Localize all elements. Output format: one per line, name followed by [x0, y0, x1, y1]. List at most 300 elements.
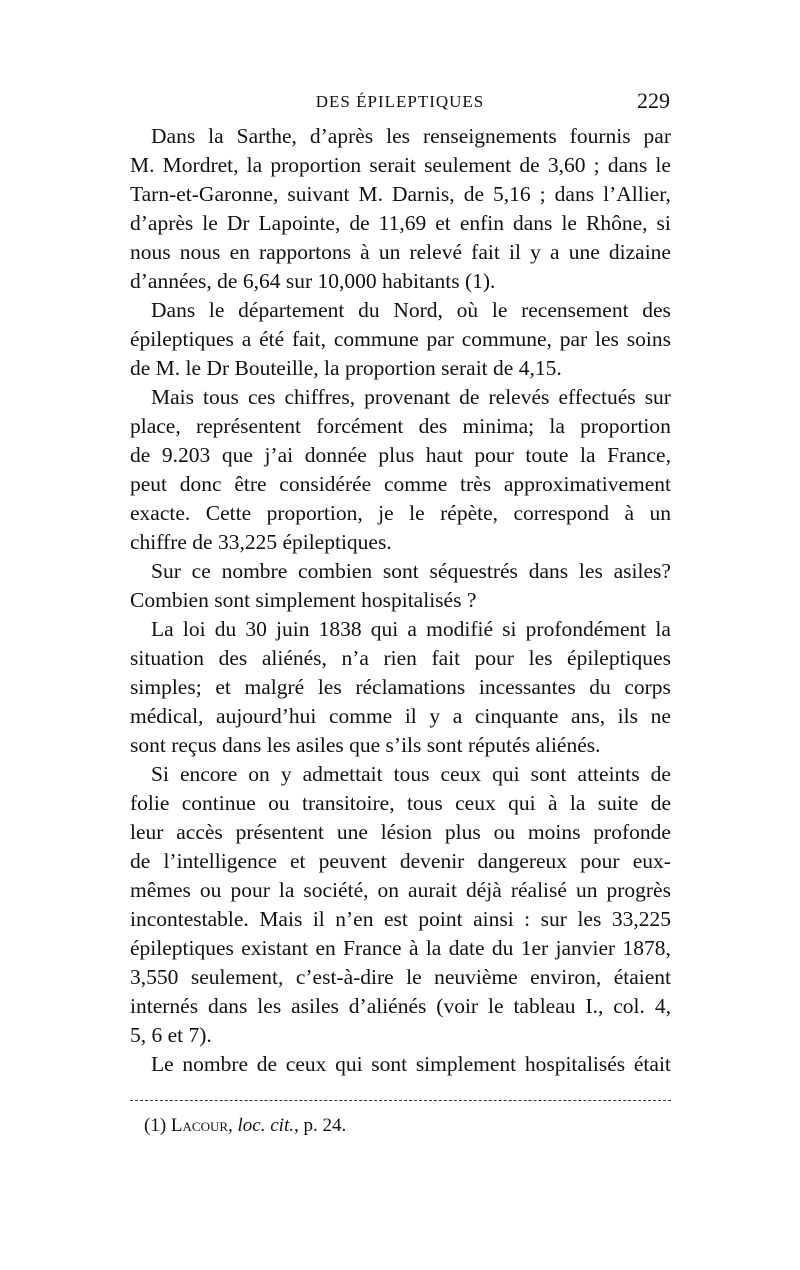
- word: il: [508, 240, 521, 264]
- word: été: [259, 327, 285, 351]
- word: La: [151, 617, 174, 641]
- text-line: [130, 673, 671, 702]
- word: transitoire,: [302, 791, 395, 815]
- running-head: [130, 88, 670, 118]
- word: a: [407, 617, 417, 641]
- word: et: [215, 675, 231, 699]
- word: y: [530, 240, 541, 264]
- word: 1878,: [622, 936, 671, 960]
- word: M.: [130, 153, 155, 177]
- word: réalisé: [510, 878, 567, 902]
- word: le: [208, 298, 225, 322]
- word: présentent: [235, 820, 324, 844]
- word: médical,: [130, 704, 204, 728]
- text-line: d’années, de 6,64 sur 10,000 habitants (1).: [130, 269, 496, 293]
- word: proportion: [580, 414, 671, 438]
- word: le: [202, 211, 218, 235]
- text-line: [130, 180, 671, 209]
- word: j’ai: [264, 443, 294, 467]
- text-line: [130, 992, 671, 1021]
- word: simplement: [415, 1052, 517, 1076]
- word: la: [208, 124, 224, 148]
- text-line: 5, 6 et 7).: [130, 1023, 212, 1047]
- word: qui: [335, 1052, 363, 1076]
- word: c’est-à-dire: [295, 965, 394, 989]
- word: Rhône,: [586, 211, 648, 235]
- word: dans: [554, 182, 595, 206]
- text-line: [130, 383, 671, 412]
- word: fournis: [569, 124, 631, 148]
- word: ans,: [571, 704, 606, 728]
- word: un: [649, 501, 671, 525]
- word: si: [656, 211, 671, 235]
- text-line: [130, 702, 671, 731]
- word: Dans: [151, 298, 196, 322]
- text-line: [130, 818, 671, 847]
- text-line: [130, 238, 671, 267]
- word: combien: [298, 559, 373, 583]
- word: date: [448, 936, 485, 960]
- word: par: [559, 327, 588, 351]
- word: Lapointe,: [258, 211, 341, 235]
- word: la: [246, 153, 263, 177]
- word: séquestrés: [429, 559, 518, 583]
- text-line: [130, 1050, 671, 1079]
- word: était: [633, 1052, 671, 1076]
- word: leur: [130, 820, 164, 844]
- text-line: [130, 760, 671, 789]
- footnote-page: p. 24.: [303, 1115, 347, 1136]
- word: des: [642, 298, 671, 322]
- word: chiffres,: [284, 385, 356, 409]
- word: I.,: [585, 994, 604, 1018]
- word: suivant: [287, 182, 350, 206]
- word: tous: [406, 791, 443, 815]
- word: fait: [471, 240, 500, 264]
- word: encore: [179, 762, 238, 786]
- word: il: [404, 704, 417, 728]
- word: rapportons: [259, 240, 351, 264]
- word: à: [547, 791, 558, 815]
- word: épileptiques: [567, 646, 671, 670]
- word: à: [360, 240, 370, 264]
- word: de: [256, 1052, 278, 1076]
- word: effectués: [558, 385, 636, 409]
- word: fait: [431, 646, 461, 670]
- word: plus: [444, 820, 481, 844]
- word: Sarthe,: [236, 124, 297, 148]
- word: (voir: [436, 994, 479, 1018]
- word: société,: [303, 878, 369, 902]
- word: enfin: [459, 211, 504, 235]
- word: le: [488, 994, 504, 1018]
- word: ;: [539, 182, 546, 206]
- word: relevés: [488, 385, 550, 409]
- word: 33,225: [611, 907, 671, 931]
- word: tableau: [513, 994, 576, 1018]
- text-line: chiffre de 33,225 épileptiques.: [130, 530, 392, 554]
- text-line: [130, 412, 671, 441]
- word: France: [343, 936, 402, 960]
- word: janvier: [555, 936, 616, 960]
- word: correspond: [513, 501, 610, 525]
- word: d’après: [309, 124, 374, 148]
- text-line: [130, 209, 671, 238]
- word: 9.203: [161, 443, 211, 467]
- word: plus: [378, 443, 415, 467]
- word: profondément: [525, 617, 647, 641]
- word: il: [312, 907, 325, 931]
- word: point: [418, 907, 463, 931]
- page-number: 229: [637, 88, 670, 113]
- word: juin: [276, 617, 310, 641]
- text-line: [130, 934, 671, 963]
- text-line: [130, 296, 671, 325]
- word: nous: [179, 240, 221, 264]
- word: aujourd’hui: [216, 704, 317, 728]
- word: Dans: [151, 124, 196, 148]
- word: un: [575, 878, 598, 902]
- word: ceux: [440, 762, 482, 786]
- text-line: [130, 876, 671, 905]
- word: soins: [626, 327, 671, 351]
- footnote-marker: (1): [144, 1115, 167, 1136]
- word: suite: [597, 791, 639, 815]
- text-line: [130, 963, 671, 992]
- text-line: [130, 789, 671, 818]
- word: 1838: [318, 617, 362, 641]
- word: le: [655, 153, 671, 177]
- word: à: [624, 501, 635, 525]
- word: du: [214, 617, 237, 641]
- word: les: [578, 559, 603, 583]
- word: ce: [191, 559, 211, 583]
- text-line: [130, 325, 671, 354]
- word: qui: [508, 791, 536, 815]
- word: n’a: [341, 646, 369, 670]
- word: représentent: [195, 414, 302, 438]
- word: sur: [540, 907, 567, 931]
- word: donc: [179, 472, 222, 496]
- word: ;: [593, 153, 600, 177]
- word: minima;: [462, 414, 535, 438]
- word: dans: [528, 559, 569, 583]
- word: qui: [492, 762, 520, 786]
- word: environ,: [530, 965, 602, 989]
- word: du: [491, 936, 514, 960]
- word: hospitalisés: [524, 1052, 626, 1076]
- text-line: [130, 470, 671, 499]
- word: situation: [130, 646, 205, 670]
- word: ou: [493, 820, 516, 844]
- word: en: [315, 936, 336, 960]
- word: les: [577, 907, 602, 931]
- word: Sur: [151, 559, 181, 583]
- word: seulement,: [190, 965, 284, 989]
- word: déjà: [466, 878, 502, 902]
- word: la: [655, 617, 671, 641]
- word: 3,60: [547, 153, 586, 177]
- word: Le: [151, 1052, 174, 1076]
- word: les: [386, 124, 411, 148]
- word: le: [406, 965, 422, 989]
- footnote-author: Lacour,: [170, 1115, 233, 1136]
- word: devenir: [399, 849, 465, 873]
- word: a: [549, 240, 560, 264]
- word: peuvent: [318, 849, 387, 873]
- word: la: [425, 936, 442, 960]
- word: que: [221, 443, 253, 467]
- word: 1er: [520, 936, 549, 960]
- word: renseignements: [422, 124, 557, 148]
- word: si: [502, 617, 517, 641]
- word: provenant: [364, 385, 451, 409]
- word: forcément: [316, 414, 404, 438]
- word: Mais: [151, 385, 194, 409]
- word: a: [241, 327, 252, 351]
- word: la: [549, 414, 565, 438]
- word: je: [378, 501, 394, 525]
- word: Mais: [259, 907, 303, 931]
- footnote-rule: [130, 1100, 671, 1101]
- word: les: [317, 675, 342, 699]
- word: la: [278, 878, 295, 902]
- word: place,: [130, 414, 181, 438]
- word: lésion: [380, 820, 433, 844]
- word: internés: [130, 994, 199, 1018]
- word: ne: [650, 704, 671, 728]
- word: une: [336, 820, 368, 844]
- word: corps: [624, 675, 671, 699]
- word: les: [257, 994, 282, 1018]
- word: Cette: [205, 501, 252, 525]
- word: dans: [607, 153, 648, 177]
- word: de: [349, 211, 370, 235]
- word: donnée: [304, 443, 367, 467]
- word: en: [229, 240, 250, 264]
- text-line: [130, 644, 671, 673]
- word: des: [418, 414, 448, 438]
- word: peut: [130, 472, 168, 496]
- word: existant: [241, 936, 309, 960]
- word: approximativement: [503, 472, 671, 496]
- word: continue: [181, 791, 256, 815]
- word: accès: [176, 820, 223, 844]
- word: comme: [328, 704, 393, 728]
- text-line: [130, 847, 671, 876]
- text-line: [130, 122, 671, 151]
- word: asiles?: [613, 559, 671, 583]
- word: y: [280, 762, 292, 786]
- text-line: Combien sont simplement hospitalisés ?: [130, 588, 477, 612]
- word: réclamations: [355, 675, 466, 699]
- word: n’en: [335, 907, 374, 931]
- word: est: [383, 907, 408, 931]
- word: sont: [530, 762, 567, 786]
- word: M.: [358, 182, 383, 206]
- word: folie: [130, 791, 170, 815]
- text-line: [130, 905, 671, 934]
- word: de: [463, 182, 484, 206]
- word: de: [519, 153, 540, 177]
- word: épileptiques: [130, 936, 234, 960]
- word: une: [568, 240, 600, 264]
- word: de: [650, 791, 671, 815]
- footnote: [144, 1115, 346, 1137]
- word: col.: [613, 994, 645, 1018]
- text-line: [130, 557, 671, 586]
- text-line: de M. le Dr Bouteille, la proportion serait de 4,15.: [130, 356, 562, 380]
- word: ainsi: [473, 907, 514, 931]
- word: d’aliénés: [348, 994, 427, 1018]
- word: fait,: [291, 327, 327, 351]
- word: considérée: [279, 472, 372, 496]
- word: y: [429, 704, 441, 728]
- word: par: [426, 327, 454, 351]
- word: de: [650, 762, 671, 786]
- word: seulement: [424, 153, 512, 177]
- word: 3,550: [130, 965, 179, 989]
- word: exacte.: [130, 501, 191, 525]
- word: malgré: [244, 675, 305, 699]
- word: des: [218, 646, 248, 670]
- word: pour: [580, 849, 620, 873]
- word: étaient: [613, 965, 671, 989]
- word: loi: [182, 617, 206, 641]
- word: aurait: [408, 878, 457, 902]
- word: à: [408, 936, 419, 960]
- word: très: [460, 472, 492, 496]
- text-line: [130, 499, 671, 528]
- word: dans: [513, 211, 553, 235]
- word: Nord,: [393, 298, 443, 322]
- word: 11,69: [378, 211, 427, 235]
- text-line: [130, 441, 671, 470]
- body-text: [130, 122, 671, 1079]
- text-line: sont reçus dans les asiles que s’ils sont réputés aliénés.: [130, 733, 601, 757]
- word: 5,16: [493, 182, 531, 206]
- word: moins: [527, 820, 581, 844]
- word: admettait: [302, 762, 383, 786]
- word: tous: [393, 762, 430, 786]
- word: de: [459, 385, 480, 409]
- word: dans: [207, 994, 248, 1018]
- word: et: [435, 211, 451, 235]
- word: ceux: [285, 1052, 327, 1076]
- word: répète,: [440, 501, 499, 525]
- word: relevé: [409, 240, 462, 264]
- word: sont: [382, 559, 419, 583]
- word: les: [595, 327, 619, 351]
- word: par: [643, 124, 671, 148]
- word: commune: [333, 327, 419, 351]
- word: mêmes: [130, 878, 191, 902]
- word: serait: [369, 153, 416, 177]
- word: neuvième: [434, 965, 518, 989]
- word: Si: [151, 762, 169, 786]
- word: pour: [230, 878, 270, 902]
- word: d’après: [130, 211, 194, 235]
- word: qui: [370, 617, 399, 641]
- word: on: [377, 878, 400, 902]
- word: tous: [203, 385, 239, 409]
- word: Dr: [226, 211, 250, 235]
- word: dangereux: [477, 849, 568, 873]
- word: atteints: [577, 762, 640, 786]
- word: Darnis,: [391, 182, 455, 206]
- word: nombre: [221, 559, 288, 583]
- word: on: [248, 762, 270, 786]
- word: a: [452, 704, 463, 728]
- word: département: [238, 298, 345, 322]
- word: France,: [607, 443, 671, 467]
- word: incontestable.: [130, 907, 249, 931]
- word: commune,: [461, 327, 552, 351]
- footnote-ref: loc. cit.,: [237, 1115, 299, 1136]
- word: ces: [247, 385, 276, 409]
- word: les: [528, 646, 553, 670]
- word: modifié: [426, 617, 493, 641]
- word: ou: [268, 791, 290, 815]
- word: être: [234, 472, 267, 496]
- word: incessantes: [478, 675, 576, 699]
- word: la: [579, 443, 596, 467]
- word: sont: [371, 1052, 408, 1076]
- word: profonde: [593, 820, 671, 844]
- word: de: [130, 849, 151, 873]
- word: asiles: [291, 994, 339, 1018]
- word: toute: [525, 443, 569, 467]
- word: du: [589, 675, 611, 699]
- word: l’Allier,: [603, 182, 671, 206]
- word: 30: [245, 617, 267, 641]
- word: aliénés,: [261, 646, 327, 670]
- word: la: [569, 791, 586, 815]
- word: ou: [199, 878, 222, 902]
- word: le: [409, 501, 425, 525]
- word: progrès: [606, 878, 671, 902]
- word: pour: [474, 646, 515, 670]
- word: rien: [383, 646, 417, 670]
- word: proportion: [270, 153, 362, 177]
- word: nombre: [182, 1052, 249, 1076]
- word: où: [456, 298, 479, 322]
- word: recensement: [521, 298, 629, 322]
- word: du: [358, 298, 380, 322]
- word: Mordret,: [162, 153, 239, 177]
- word: de: [130, 443, 151, 467]
- word: le: [491, 298, 508, 322]
- word: nous: [130, 240, 171, 264]
- word: dizaine: [608, 240, 671, 264]
- word: 4,: [654, 994, 671, 1018]
- word: cinquante: [474, 704, 559, 728]
- word: :: [524, 907, 531, 931]
- word: épileptiques: [130, 327, 234, 351]
- running-title: DES ÉPILEPTIQUES: [315, 92, 485, 111]
- word: un: [378, 240, 401, 264]
- word: simples;: [130, 675, 202, 699]
- word: l’intelligence: [163, 849, 277, 873]
- word: Tarn-et-Garonne,: [130, 182, 279, 206]
- word: comme: [383, 472, 448, 496]
- word: et: [290, 849, 306, 873]
- word: eux-: [632, 849, 671, 873]
- word: proportion,: [266, 501, 363, 525]
- word: ceux: [455, 791, 496, 815]
- word: ils: [617, 704, 638, 728]
- text-line: [130, 151, 671, 180]
